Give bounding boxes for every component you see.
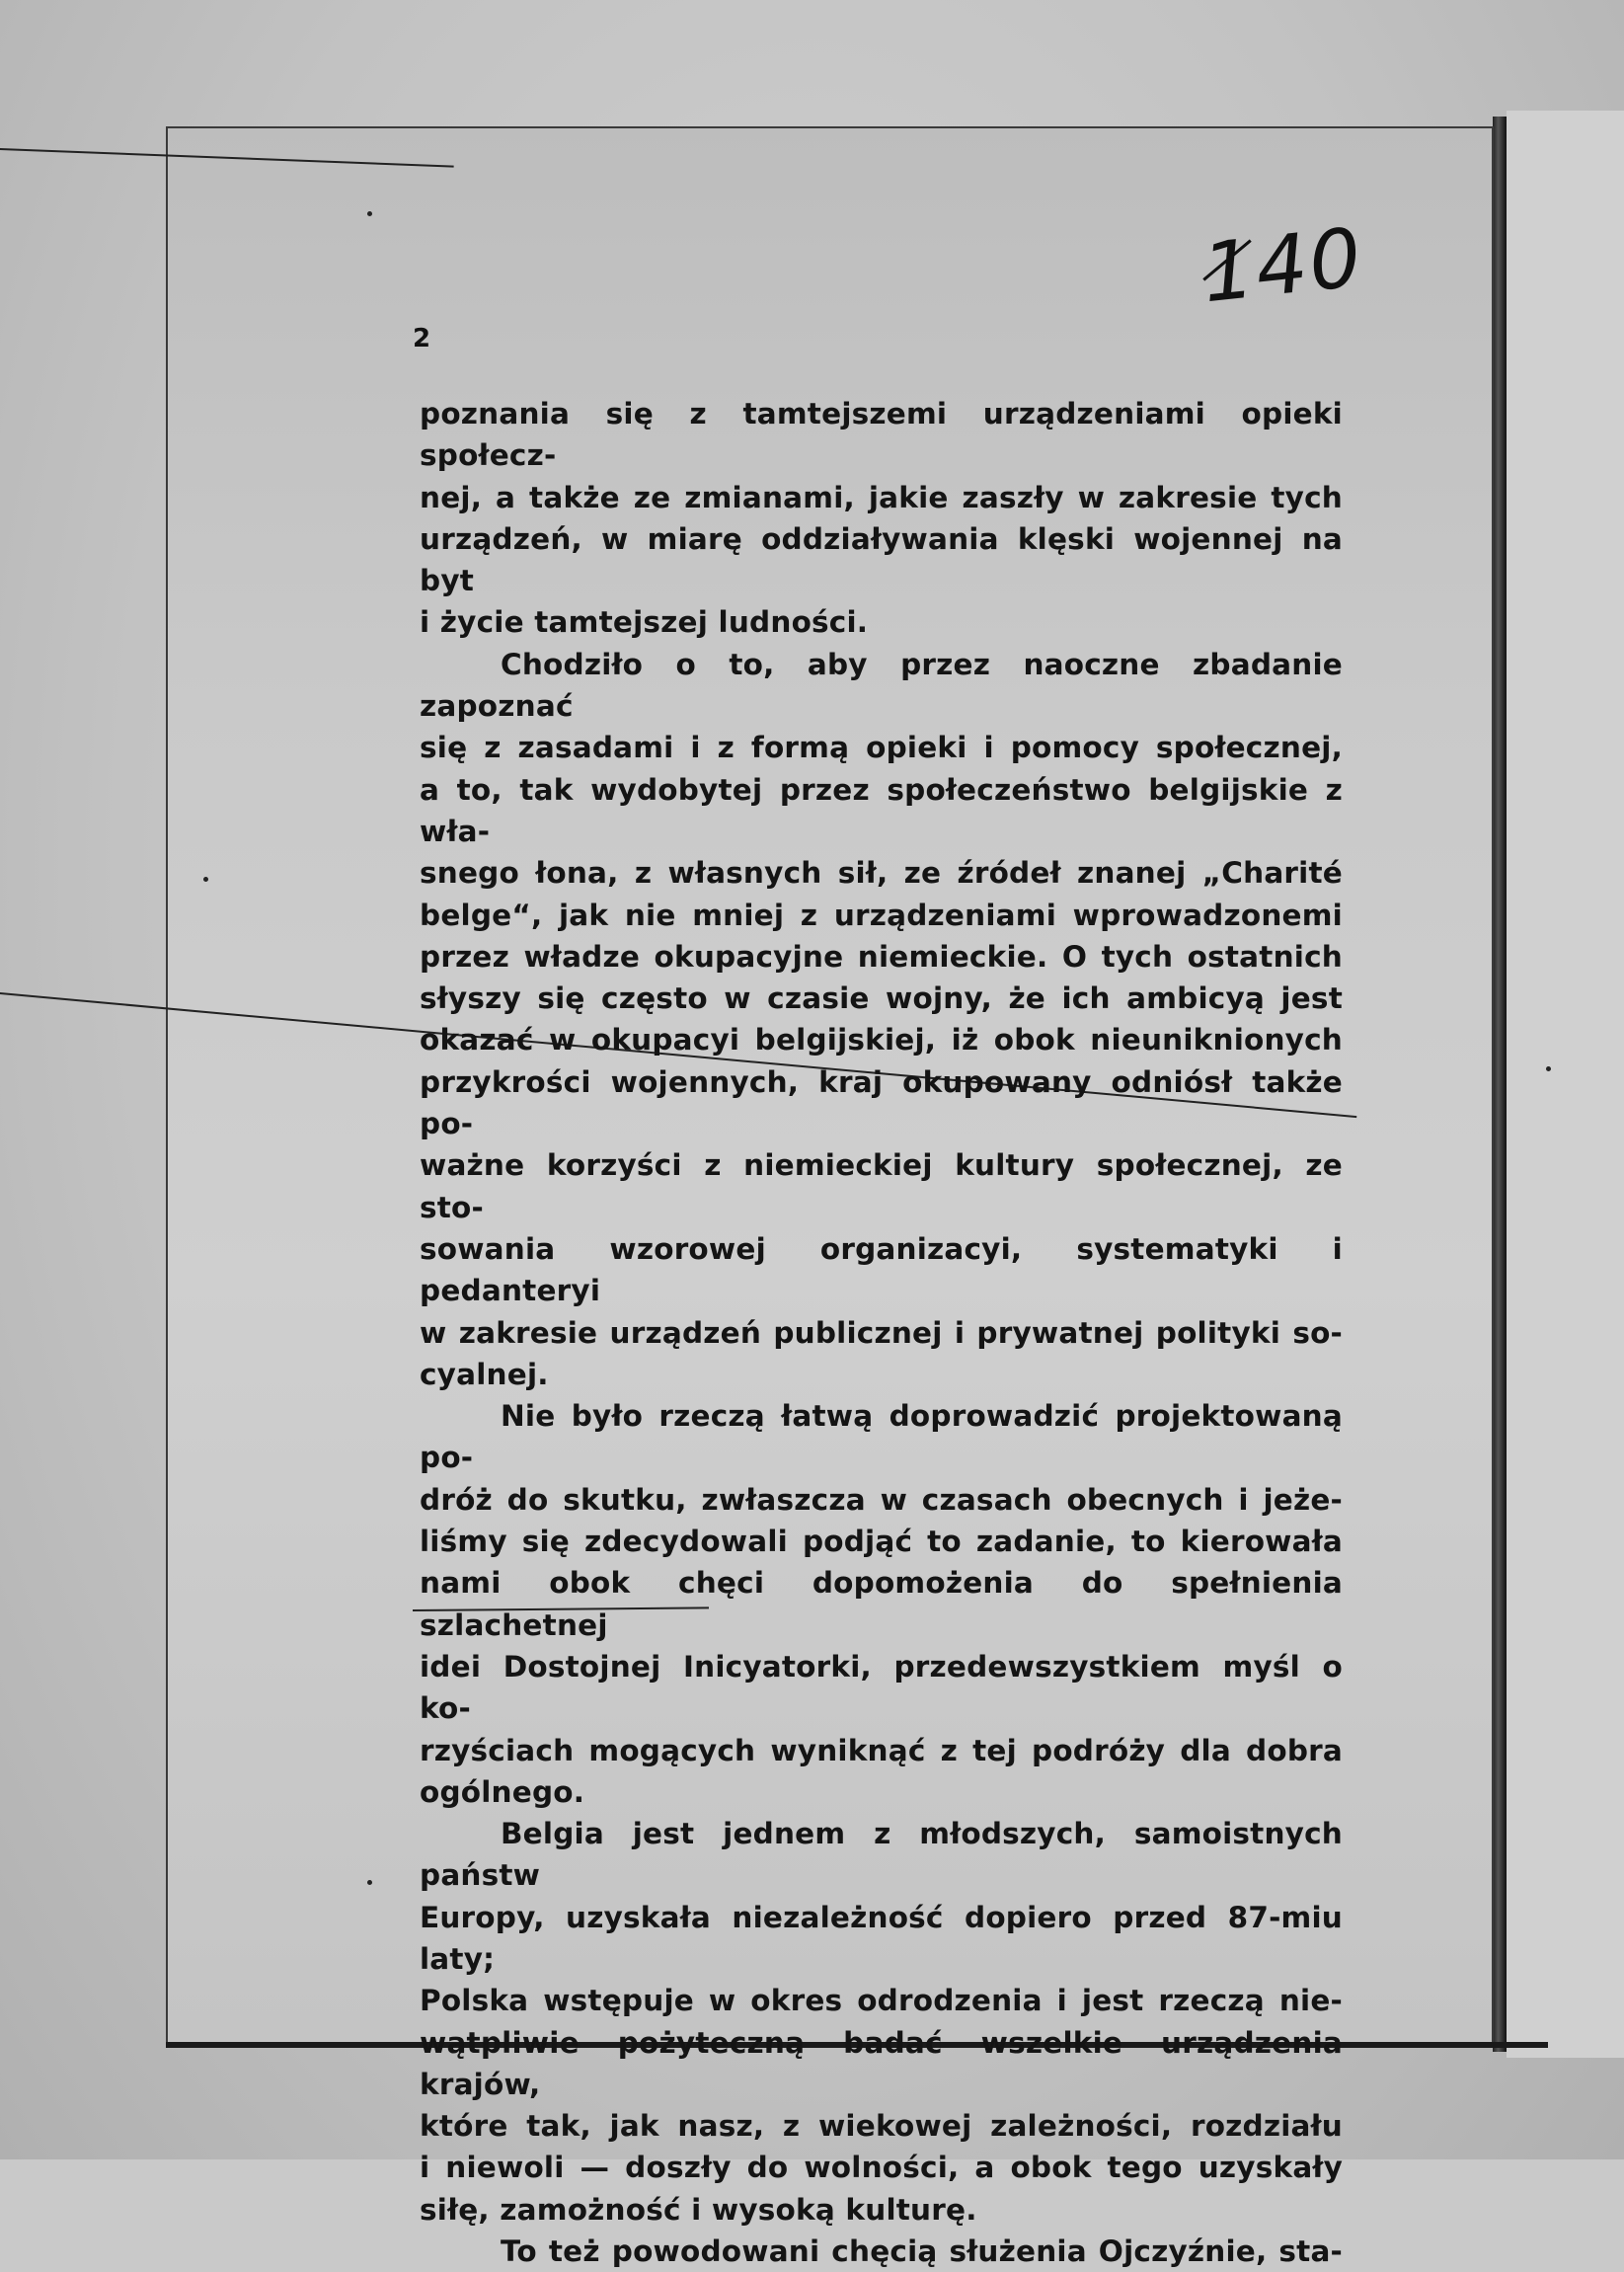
text-line: słyszy się często w czasie wojny, że ich ambicyą jest bbox=[420, 981, 1343, 1016]
text-line: cyalnej. bbox=[420, 1357, 549, 1391]
text-line: okazać w okupacyi belgijskiej, iż obok nieuniknionych bbox=[420, 1023, 1343, 1058]
text-line: rzyściach mogących wyniknąć z tej podróży dla dobra bbox=[420, 1733, 1343, 1767]
text-line: dróż do skutku, zwłaszcza w czasach obecnych i jeże- bbox=[420, 1482, 1343, 1517]
scan-speck bbox=[367, 211, 372, 216]
adjacent-page-strip bbox=[1507, 111, 1624, 2058]
text-line: Belgia jest jednem z młodszych, samoistnych państw bbox=[420, 1817, 1343, 1893]
text-line: a to, tak wydobytej przez społeczeństwo belgijskie z wła- bbox=[420, 772, 1343, 848]
text-line: przykrości wojennych, kraj okupowany odniósł także po- bbox=[420, 1064, 1343, 1141]
text-line: Europy, uzyskała niezależność dopiero przed 87-miu laty; bbox=[420, 1900, 1343, 1976]
scan-speck bbox=[1546, 1066, 1551, 1071]
text-line: To też powodowani chęcią służenia Ojczyźnie, sta- bbox=[501, 2234, 1343, 2269]
text-line: urządzeń, w miarę oddziaływania klęski wojennej na byt bbox=[420, 521, 1343, 598]
text-line: nej, a także ze zmianami, jakie zaszły w zakresie tych bbox=[420, 480, 1343, 514]
text-line: ważne korzyści z niemieckiej kultury społecznej, ze sto- bbox=[420, 1148, 1343, 1224]
text-line: i życie tamtejszej ludności. bbox=[420, 605, 869, 640]
text-line: siłę, zamożność i wysoką kulturę. bbox=[420, 2192, 977, 2227]
text-line: Nie było rzeczą łatwą doprowadzić projektowaną po- bbox=[420, 1399, 1343, 1475]
text-line: się z zasadami i z formą opieki i pomocy społecznej, bbox=[420, 731, 1343, 765]
text-line: w zakresie urządzeń publicznej i prywatnej polityki so- bbox=[420, 1315, 1343, 1350]
text-line: wątpliwie pożyteczną badać wszelkie urządzenia krajów, bbox=[420, 2025, 1343, 2101]
text-line: poznania się z tamtejszemi urządzeniami opieki społecz- bbox=[420, 397, 1343, 473]
scan-speck bbox=[203, 877, 208, 882]
text-line: idei Dostojnej Inicyatorki, przedewszystkiem myśl o ko- bbox=[420, 1649, 1343, 1726]
text-line: i niewoli — doszły do wolności, a obok tego uzyskały bbox=[420, 2151, 1343, 2185]
scan-speck bbox=[367, 1880, 372, 1885]
page-spine-shadow bbox=[1493, 117, 1507, 2052]
text-line: liśmy się zdecydowali podjąć to zadanie, to kierowała bbox=[420, 1525, 1343, 1559]
text-line: belge“, jak nie mniej z urządzeniami wprowadzonemi bbox=[420, 898, 1343, 932]
page-number: 2 bbox=[413, 324, 431, 353]
text-line: snego łona, z własnych sił, ze źródeł znanej „Charité bbox=[420, 856, 1343, 891]
body-text bbox=[420, 393, 1343, 2272]
text-line: które tak, jak nasz, z wiekowej zależności, rozdziału bbox=[420, 2109, 1343, 2144]
text-line: Polska wstępuje w okres odrodzenia i jest rzeczą nie- bbox=[420, 1984, 1343, 2018]
text-line: nami obok chęci dopomożenia do spełnienia szlachetnej bbox=[420, 1566, 1343, 1642]
text-line: sowania wzorowej organizacyi, systematyki i pedanteryi bbox=[420, 1231, 1343, 1308]
archive-number-handwritten: 140 bbox=[1198, 210, 1368, 322]
text-line: ogólnego. bbox=[420, 1774, 585, 1809]
text-line: Chodziło o to, aby przez naoczne zbadanie zapoznać bbox=[420, 647, 1343, 724]
text-line: przez władze okupacyjne niemieckie. O tych ostatnich bbox=[420, 939, 1343, 974]
